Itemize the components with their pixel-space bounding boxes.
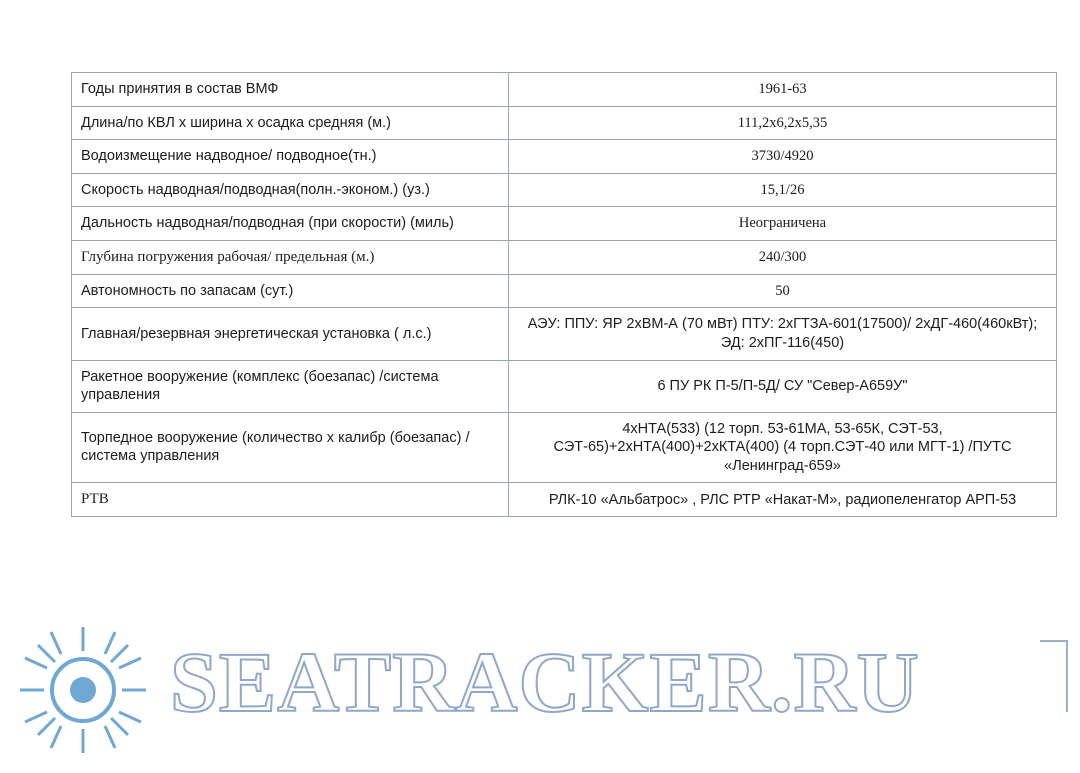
- spec-label: Годы принятия в состав ВМФ: [72, 73, 509, 107]
- spec-label: Автономность по запасам (сут.): [72, 274, 509, 308]
- spec-value: 3730/4920: [509, 140, 1057, 174]
- table-row: [72, 73, 1057, 107]
- spec-label: Глубина погружения рабочая/ предельная (м.): [72, 240, 509, 274]
- spec-label: Водоизмещение надводное/ подводное(тн.): [72, 140, 509, 174]
- spec-value: 50: [509, 274, 1057, 308]
- spec-label: Дальность надводная/подводная (при скорости) (миль): [72, 207, 509, 241]
- spec-value: РЛК-10 «Альбатрос» , РЛС РТР «Накат-М», радиопеленгатор АРП-53: [509, 483, 1057, 517]
- spec-label: Главная/резервная энергетическая установка ( л.с.): [72, 308, 509, 360]
- specifications-table: [71, 72, 1057, 517]
- spec-label: Ракетное вооружение (комплекс (боезапас) /система управления: [72, 360, 509, 412]
- table-row: [72, 106, 1057, 140]
- table-row: [72, 240, 1057, 274]
- spec-value: АЭУ: ППУ: ЯР 2хВМ-А (70 мВт) ПТУ: 2хГТЗА-601(17500)/ 2хДГ-460(460кВт); ЭД: 2хПГ-116(450): [509, 308, 1057, 360]
- table-row: [72, 483, 1057, 517]
- table-row: [72, 412, 1057, 483]
- table-row: [72, 360, 1057, 412]
- spec-value: 111,2х6,2х5,35: [509, 106, 1057, 140]
- spec-value: 240/300: [509, 240, 1057, 274]
- spec-value: 1961-63: [509, 73, 1057, 107]
- spec-label: Скорость надводная/подводная(полн.-эконом.) (уз.): [72, 173, 509, 207]
- watermark-corner-mark: [1040, 640, 1068, 712]
- table-row: [72, 173, 1057, 207]
- spec-label: Длина/по КВЛ х ширина х осадка средняя (м.): [72, 106, 509, 140]
- spec-value: 6 ПУ РК П-5/П-5Д/ СУ "Север-А659У": [509, 360, 1057, 412]
- spec-value: 15,1/26: [509, 173, 1057, 207]
- table-row: [72, 207, 1057, 241]
- table-body: [72, 73, 1057, 517]
- table-row: [72, 274, 1057, 308]
- spec-label: Торпедное вооружение (количество х калибр (боезапас) /система управления: [72, 412, 509, 483]
- table-row: [72, 140, 1057, 174]
- watermark: [0, 612, 1080, 773]
- sun-burst-icon: [18, 625, 148, 755]
- watermark-text: SEATRACKER.RU: [170, 634, 920, 730]
- spec-label: РТВ: [72, 483, 509, 517]
- spec-value: Неограничена: [509, 207, 1057, 241]
- spec-value: 4хНТА(533) (12 торп. 53-61МА, 53-65К, СЭТ-53, СЭТ-65)+2хНТА(400)+2хКТА(400) (4 торп.СЭТ-40 или МГТ-1) /ПУТС «Ленинград-659»: [509, 412, 1057, 483]
- table-row: [72, 308, 1057, 360]
